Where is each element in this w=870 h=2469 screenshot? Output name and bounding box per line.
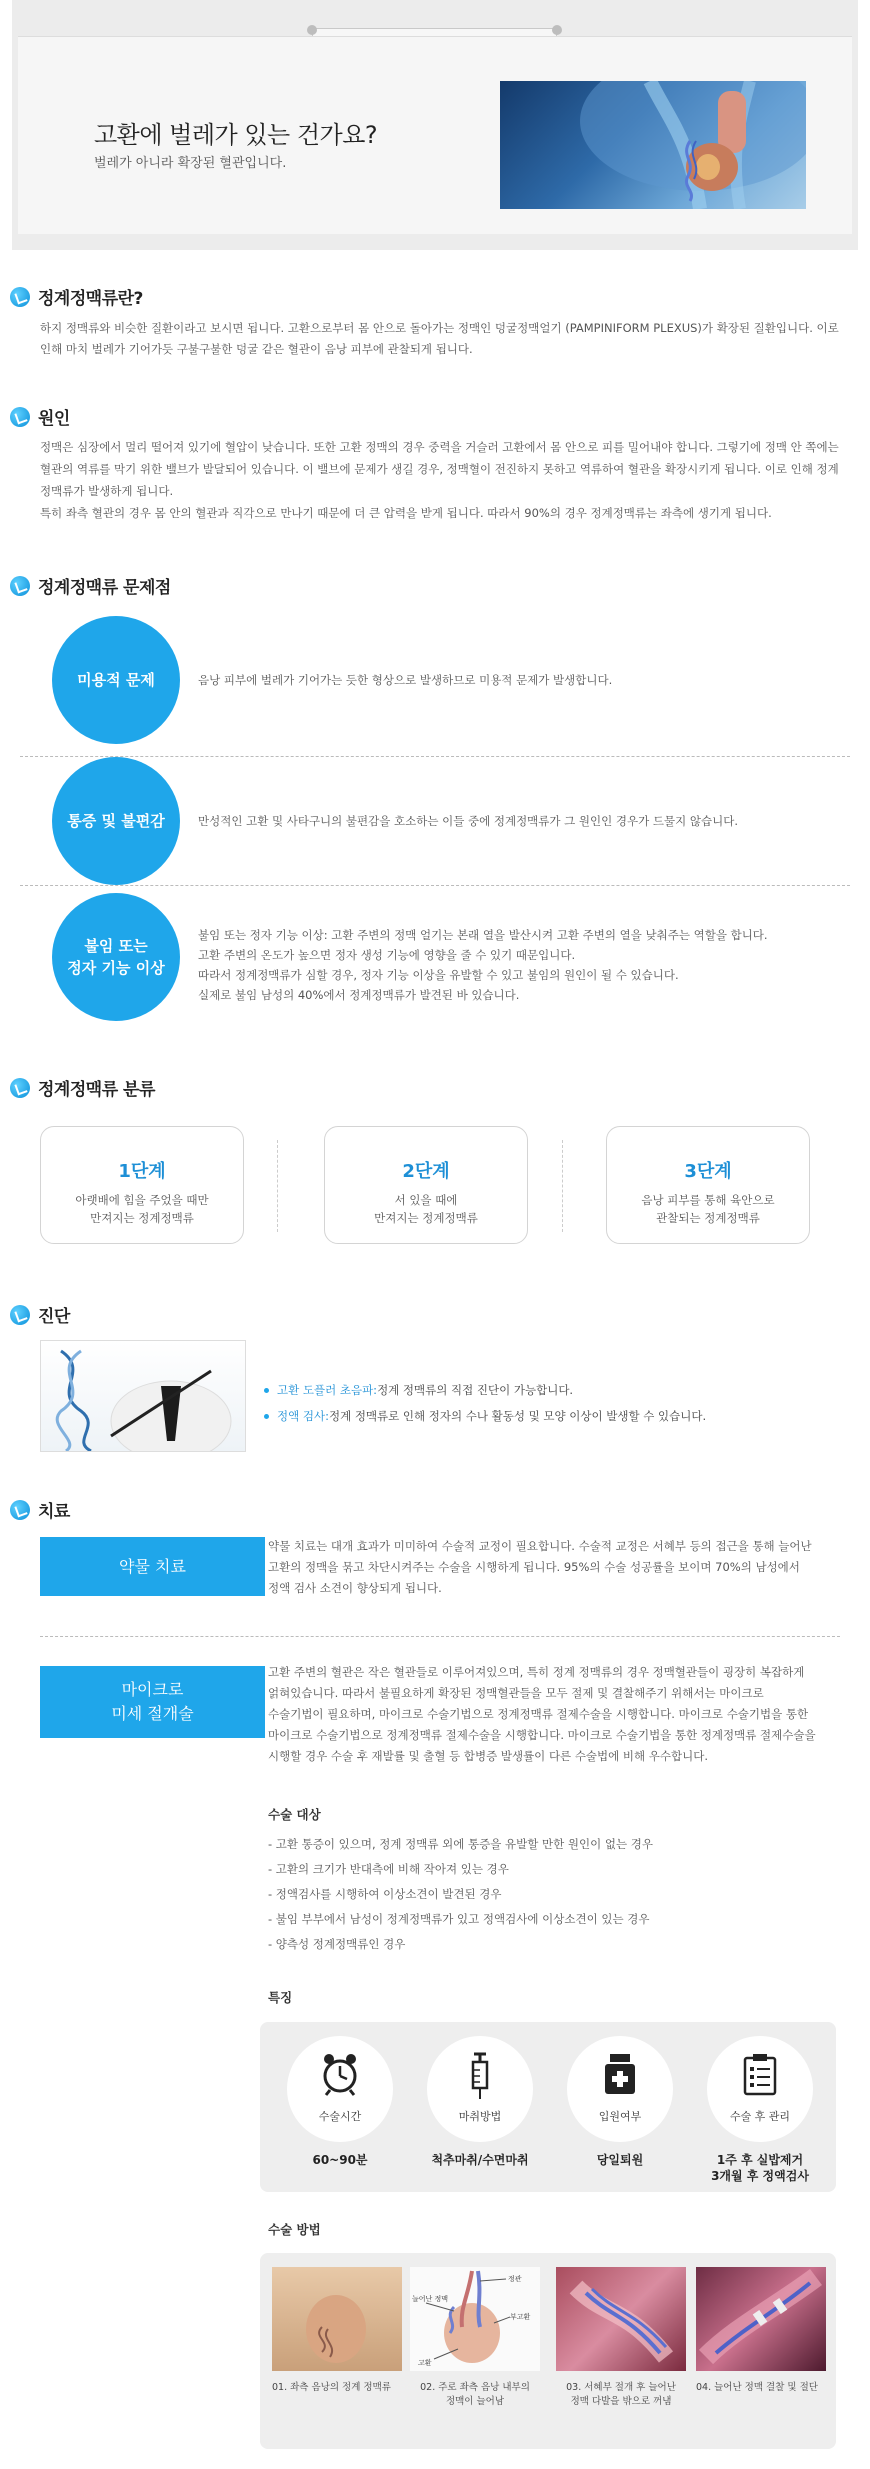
feature-circle bbox=[287, 2036, 393, 2142]
problem-line: 만성적인 고환 및 사타구니의 불편감을 호소하는 이들 중에 정계정맥류가 그 원인인 경우가 드물지 않습니다. bbox=[198, 814, 738, 828]
diagnosis-doctor-dna-image bbox=[40, 1340, 246, 1452]
divider bbox=[20, 756, 850, 757]
stage-card-2 bbox=[324, 1126, 528, 1244]
divider bbox=[562, 1140, 563, 1232]
problem-line: 실제로 불임 남성의 40%에서 정계정맥류가 발견된 바 있습니다. bbox=[198, 988, 520, 1002]
surgery-method-panel bbox=[260, 2253, 836, 2449]
figure-label: 부고환 bbox=[510, 2313, 531, 2321]
method-step-2-image bbox=[410, 2267, 540, 2371]
feature-label: 마취방법 bbox=[458, 2110, 502, 2123]
problem-line: 따라서 정계정맥류가 심할 경우, 정자 기능 이상을 유발할 수 있고 불임의 원인이 될 수 있습니다. bbox=[198, 968, 679, 982]
method-caption-line: 정맥이 늘어남 bbox=[445, 2396, 505, 2407]
section-bullet-icon bbox=[10, 1500, 30, 1520]
method-caption bbox=[272, 2381, 412, 2395]
banner-panel bbox=[18, 36, 852, 234]
stage-card-3 bbox=[606, 1126, 810, 1244]
feature-value: 1주 후 실밥제거 3개월 후 정액검사 bbox=[711, 2153, 809, 2183]
problem-cosmetic-text bbox=[198, 670, 838, 690]
diagnosis-text: 정계 정맥류로 인해 정자의 수나 활동성 및 모양 이상이 발생할 수 있습니다. bbox=[328, 1409, 707, 1423]
section-header-problems bbox=[10, 573, 171, 598]
diagnosis-term: 정액 검사: bbox=[277, 1409, 329, 1423]
treatment-drug-badge: 약물 치료 bbox=[40, 1537, 265, 1596]
surgery-method-title: 수술 방법 bbox=[268, 2222, 321, 2237]
varicocele-anatomy-image bbox=[500, 81, 806, 209]
treatment-micro-badge: 마이크로 미세 절개술 bbox=[40, 1666, 265, 1738]
stage-description: 음낭 피부를 통해 육안으로 관찰되는 정계정맥류 bbox=[641, 1193, 775, 1225]
bullet-icon bbox=[264, 1414, 269, 1419]
page-subtitle: 벌레가 아니라 확장된 혈관입니다. bbox=[94, 156, 287, 171]
section-title-treatment: 치료 bbox=[38, 1502, 70, 1522]
features-panel bbox=[260, 2022, 836, 2192]
problem-infertility-badge: 불임 또는 정자 기능 이상 bbox=[52, 893, 180, 1021]
section-bullet-icon bbox=[10, 576, 30, 596]
method-caption-line: 정맥 다발을 밖으로 꺼냄 bbox=[570, 2396, 672, 2407]
section-title-diagnosis: 진단 bbox=[38, 1307, 70, 1327]
method-caption-line: 03. 서혜부 절개 후 늘어난 bbox=[566, 2382, 676, 2393]
section-header-stages bbox=[10, 1075, 155, 1100]
section-title-definition: 정계정맥류란? bbox=[38, 289, 143, 309]
problem-pain-badge: 통증 및 불편감 bbox=[52, 757, 180, 885]
problem-infertility-text bbox=[198, 925, 838, 1005]
stage-description: 서 있을 때에 만져지는 정계정맥류 bbox=[374, 1193, 478, 1225]
stage-description: 아랫배에 힘을 주었을 때만 만져지는 정계정맥류 bbox=[75, 1193, 209, 1225]
surgery-target-title: 수술 대상 bbox=[268, 1807, 321, 1822]
cause-text bbox=[40, 436, 858, 524]
section-header-treatment bbox=[10, 1497, 70, 1522]
definition-line: 인해 마치 벌레가 기어가듯 구불구불한 덩굴 같은 혈관이 음낭 피부에 관찰되게 됩니다. bbox=[40, 342, 473, 356]
feature-circle bbox=[707, 2036, 813, 2142]
diagnosis-item-doppler bbox=[264, 1382, 573, 1398]
treatment-line: 정액 검사 소견이 향상되게 됩니다. bbox=[268, 1581, 442, 1595]
diagnosis-term: 고환 도플러 초음파: bbox=[277, 1383, 378, 1397]
feature-surgery-time bbox=[284, 2036, 396, 2168]
method-caption-line: 01. 좌측 음낭의 정계 정맥류 bbox=[272, 2382, 391, 2393]
cause-line: 정맥류가 발생하게 됩니다. bbox=[40, 484, 174, 498]
incision-illustration bbox=[556, 2267, 686, 2371]
feature-anesthesia bbox=[424, 2036, 536, 2168]
treatment-line: 얽혀있습니다. 따라서 불필요하게 확장된 정맥혈관들을 모두 절제 및 결찰해주기 위해서는 마이크로 bbox=[268, 1686, 764, 1700]
section-header-cause bbox=[10, 404, 70, 429]
surgery-target-item: - 고환의 크기가 반대측에 비해 작아져 있는 경우 bbox=[268, 1862, 509, 1876]
section-bullet-icon bbox=[10, 1078, 30, 1098]
feature-circle bbox=[567, 2036, 673, 2142]
treatment-line: 고환 주변의 혈관은 작은 혈관들로 이루어져있으며, 특히 정계 정맥류의 경우 정맥혈관들이 굉장히 복잡하게 bbox=[268, 1665, 805, 1679]
treatment-line: 약물 치료는 대개 효과가 미미하여 수술적 교정이 필요합니다. 수술적 교정은 서혜부 등의 접근을 통해 늘어난 bbox=[268, 1539, 812, 1553]
section-bullet-icon bbox=[10, 287, 30, 307]
problem-line: 고환 주변의 온도가 높으면 정자 생성 기능에 영향을 줄 수 있기 때문입니다. bbox=[198, 948, 576, 962]
scrotum-illustration bbox=[272, 2267, 402, 2371]
feature-hospitalization bbox=[564, 2036, 676, 2168]
cause-line: 정맥은 심장에서 멀리 떨어져 있기에 혈압이 낮습니다. 또한 고환 정맥의 경우 중력을 거슬러 고환에서 몸 안으로 피를 밀어내야 합니다. 그렇기에 정맥 안 쪽에는 bbox=[40, 440, 839, 454]
section-header-definition bbox=[10, 284, 143, 309]
stage-name: 2단계 bbox=[402, 1161, 450, 1182]
feature-value: 당일퇴원 bbox=[596, 2153, 644, 2167]
doctor-dna-illustration bbox=[41, 1341, 246, 1452]
anatomy-illustration bbox=[500, 81, 806, 209]
divider bbox=[20, 885, 850, 886]
page-title: 고환에 벌레가 있는 건가요? bbox=[94, 121, 378, 149]
surgery-target-item: - 고환 통증이 있으며, 정계 정맥류 외에 통증을 유발할 만한 원인이 없는 경우 bbox=[268, 1837, 653, 1851]
method-caption bbox=[696, 2381, 828, 2395]
ligation-illustration bbox=[696, 2267, 826, 2371]
diagnosis-item-semen bbox=[264, 1408, 706, 1424]
stage-name: 1단계 bbox=[118, 1161, 166, 1182]
figure-label: 늘어난 정맥 bbox=[412, 2295, 449, 2303]
section-title-stages: 정계정맥류 분류 bbox=[38, 1080, 155, 1100]
definition-line: 하지 정맥류와 비슷한 질환이라고 보시면 됩니다. 고환으로부터 몸 안으로 돌아가는 정맥인 덩굴정맥얼기 (PAMPINIFORM PLEXUS)가 확장된 질환입니다. 이로 bbox=[40, 321, 839, 335]
method-step-3-image bbox=[556, 2267, 686, 2371]
problem-line: 불임 또는 정자 기능 이상: 고환 주변의 정맥 얼기는 본래 열을 발산시켜 고환 주변의 열을 낮춰주는 역할을 합니다. bbox=[198, 928, 768, 942]
stage-name: 3단계 bbox=[684, 1161, 732, 1182]
feature-value: 척추마취/수면마취 bbox=[431, 2153, 529, 2167]
method-step-1-image bbox=[272, 2267, 402, 2371]
problem-line: 음낭 피부에 벌레가 기어가는 듯한 형상으로 발생하므로 미용적 문제가 발생합니다. bbox=[198, 673, 613, 687]
header-banner bbox=[12, 0, 858, 250]
feature-label: 수술시간 bbox=[318, 2110, 362, 2123]
problem-pain-text bbox=[198, 811, 838, 831]
section-header-diagnosis bbox=[10, 1302, 70, 1327]
stage-card-1 bbox=[40, 1126, 244, 1244]
clipboard-icon bbox=[740, 2052, 780, 2096]
problem-cosmetic-badge: 미용적 문제 bbox=[52, 616, 180, 744]
feature-aftercare bbox=[704, 2036, 816, 2184]
section-bullet-icon bbox=[10, 1305, 30, 1325]
diagnosis-text: 정계 정맥류의 직접 진단이 가능합니다. bbox=[377, 1383, 574, 1397]
method-step-4-image bbox=[696, 2267, 826, 2371]
section-bullet-icon bbox=[10, 407, 30, 427]
surgery-target-item: - 양측성 정계정맥류인 경우 bbox=[268, 1937, 406, 1951]
feature-value: 60~90분 bbox=[312, 2153, 368, 2167]
definition-text bbox=[40, 318, 858, 360]
bullet-icon bbox=[264, 1388, 269, 1393]
cause-line: 특히 좌측 혈관의 경우 몸 안의 혈관과 직각으로 만나기 때문에 더 큰 압력을 받게 됩니다. 따라서 90%의 경우 정계정맥류는 좌측에 생기게 됩니다. bbox=[40, 506, 772, 520]
feature-circle bbox=[427, 2036, 533, 2142]
surgery-target-item: - 불임 부부에서 남성이 정계정맥류가 있고 정액검사에 이상소견이 있는 경우 bbox=[268, 1912, 650, 1926]
figure-label: 정관 bbox=[508, 2275, 522, 2283]
cause-line: 혈관의 역류를 막기 위한 밸브가 발달되어 있습니다. 이 밸브에 문제가 생길 경우, 정맥혈이 전진하지 못하고 역류하여 혈관을 확장시키게 됩니다. 이로 인해 정계 bbox=[40, 462, 839, 476]
testis-diagram bbox=[410, 2267, 540, 2371]
treatment-line: 시행할 경우 수술 후 재발률 및 출혈 등 합병증 발생률이 다른 수술법에 비해 우수합니다. bbox=[268, 1749, 708, 1763]
surgery-target-item: - 정액검사를 시행하여 이상소견이 발견된 경우 bbox=[268, 1887, 502, 1901]
feature-label: 수술 후 관리 bbox=[729, 2110, 791, 2123]
treatment-line: 수술기법이 필요하며, 마이크로 수술기법으로 정계정맥류 절제수술을 시행합니다. 마이크로 수술기법을 통한 bbox=[268, 1707, 809, 1721]
method-caption bbox=[556, 2381, 686, 2409]
treatment-drug-text bbox=[268, 1536, 840, 1599]
figure-label: 고환 bbox=[418, 2359, 432, 2367]
method-caption-line: 02. 주로 좌측 음낭 내부의 bbox=[420, 2382, 530, 2393]
divider bbox=[277, 1140, 278, 1232]
method-caption-line: 04. 늘어난 정맥 결찰 및 절단 bbox=[696, 2382, 818, 2393]
syringe-icon bbox=[460, 2052, 500, 2100]
treatment-line: 마이크로 수술기법으로 정계정맥류 절제수술을 시행합니다. 마이크로 수술기법을 통한 정계정맥류 절제수술을 bbox=[268, 1728, 816, 1742]
alarm-clock-icon bbox=[320, 2052, 360, 2096]
features-title: 특징 bbox=[268, 1990, 293, 2005]
divider bbox=[40, 1636, 840, 1637]
method-caption bbox=[410, 2381, 540, 2409]
treatment-micro-text bbox=[268, 1662, 840, 1767]
section-title-cause: 원인 bbox=[38, 409, 70, 429]
treatment-line: 고환의 정맥을 묶고 차단시켜주는 수술을 시행하게 됩니다. 95%의 수술 성공률을 보이며 70%의 남성에서 bbox=[268, 1560, 800, 1574]
section-title-problems: 정계정맥류 문제점 bbox=[38, 578, 171, 598]
medicine-bottle-icon bbox=[600, 2052, 640, 2096]
feature-label: 입원여부 bbox=[598, 2110, 642, 2123]
